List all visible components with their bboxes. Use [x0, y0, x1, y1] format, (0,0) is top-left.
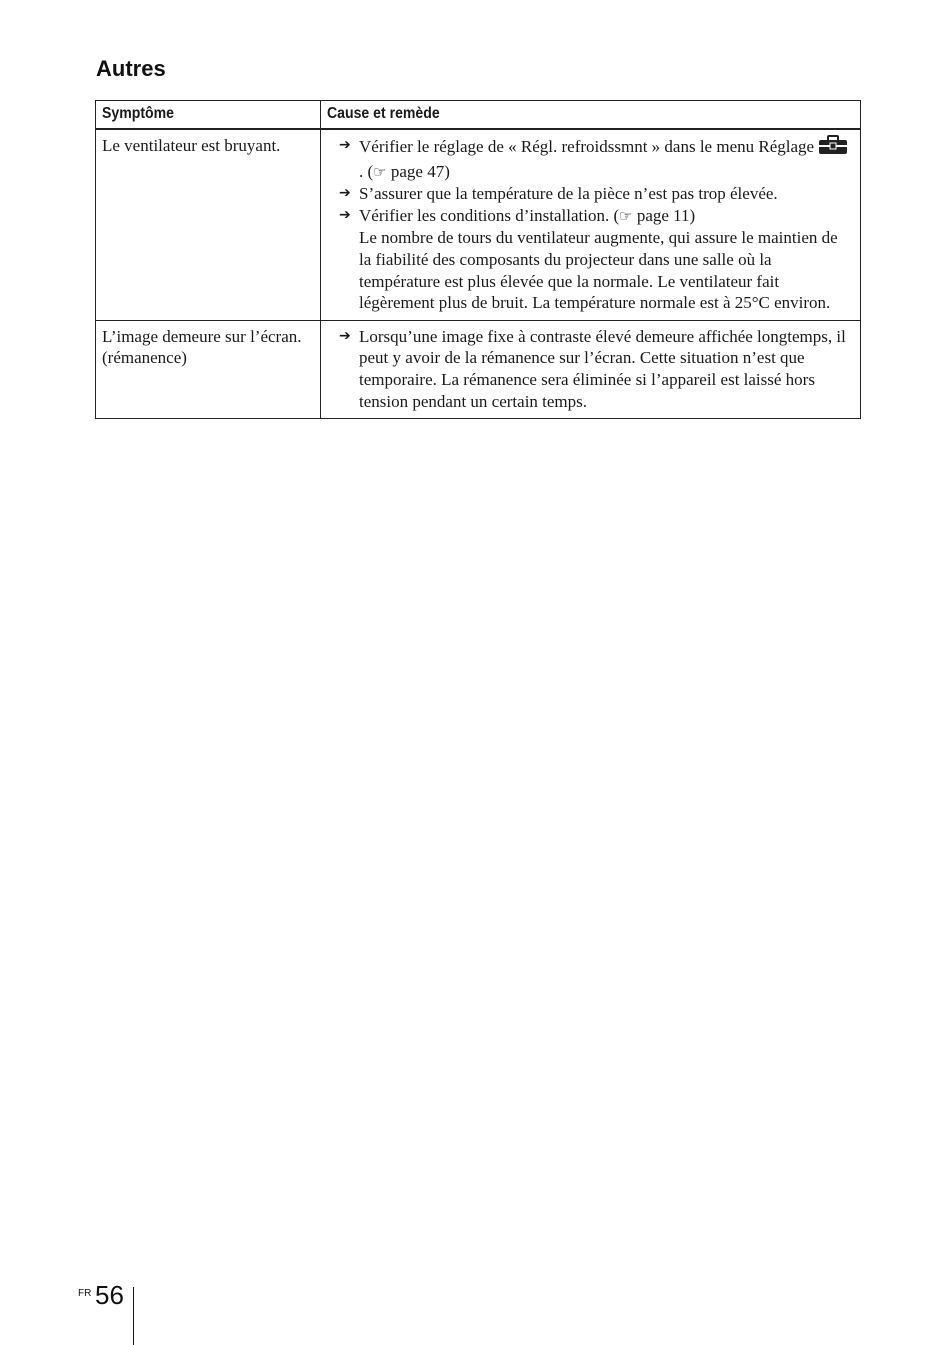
page-number: 56 [95, 1280, 124, 1310]
arrow-right-icon: ➔ [339, 327, 351, 344]
remedy-item: ➔ Vérifier le réglage de « Régl. refroidssmnt » dans le menu Réglage. (☞ page 47) [327, 135, 854, 183]
symptom-text: L’image demeure sur l’écran. (rémanence) [102, 326, 302, 368]
arrow-right-icon: ➔ [339, 185, 351, 202]
arrow-right-icon: ➔ [339, 137, 351, 153]
footer-divider [133, 1287, 134, 1345]
symptom-cell [96, 129, 321, 320]
table-header-row [96, 101, 861, 130]
arrow-right-icon: ➔ [339, 206, 351, 223]
remedy-item: ➔ Lorsqu’une image fixe à contraste élevé demeure affichée longtemps, il peut y avoir de la rémanence sur l’écran. Cette situation n’est que temporaire. La rémanence sera éliminée si l’appareil est laissé hors tension pendant un certain temps. [339, 326, 846, 411]
remedy-item: ➔ S’assurer que la température de la pièce n’est pas trop élevée. [339, 184, 778, 204]
header-cause-remedy: Cause et remède [321, 101, 861, 130]
table-row [96, 129, 861, 320]
symptom-cell [96, 320, 321, 418]
symptom-text: Le ventilateur est bruyant. [102, 136, 281, 155]
remedy-note: Le nombre de tours du ventilateur augmente, qui assure le maintien de la fiabilité des composants du projecteur dans une salle où la température est plus élevée que la normale. Le ventilateur fait légèrement plus de bruit. La température normale est à 25°C environ. [359, 228, 838, 313]
remedy-cell [321, 320, 861, 418]
remedy-cell [321, 129, 861, 320]
pointing-hand-icon: ☞ [373, 162, 387, 181]
remedy-item: ➔ Vérifier les conditions d’installation. (☞ page 11) [339, 205, 696, 225]
pointing-hand-icon: ☞ [619, 206, 633, 225]
troubleshooting-table [95, 100, 861, 419]
table-row [96, 320, 861, 418]
language-code: FR [78, 1288, 92, 1299]
header-symptom: Symptôme [96, 101, 321, 130]
toolbox-icon [818, 135, 848, 161]
section-title: Autres [96, 56, 166, 81]
